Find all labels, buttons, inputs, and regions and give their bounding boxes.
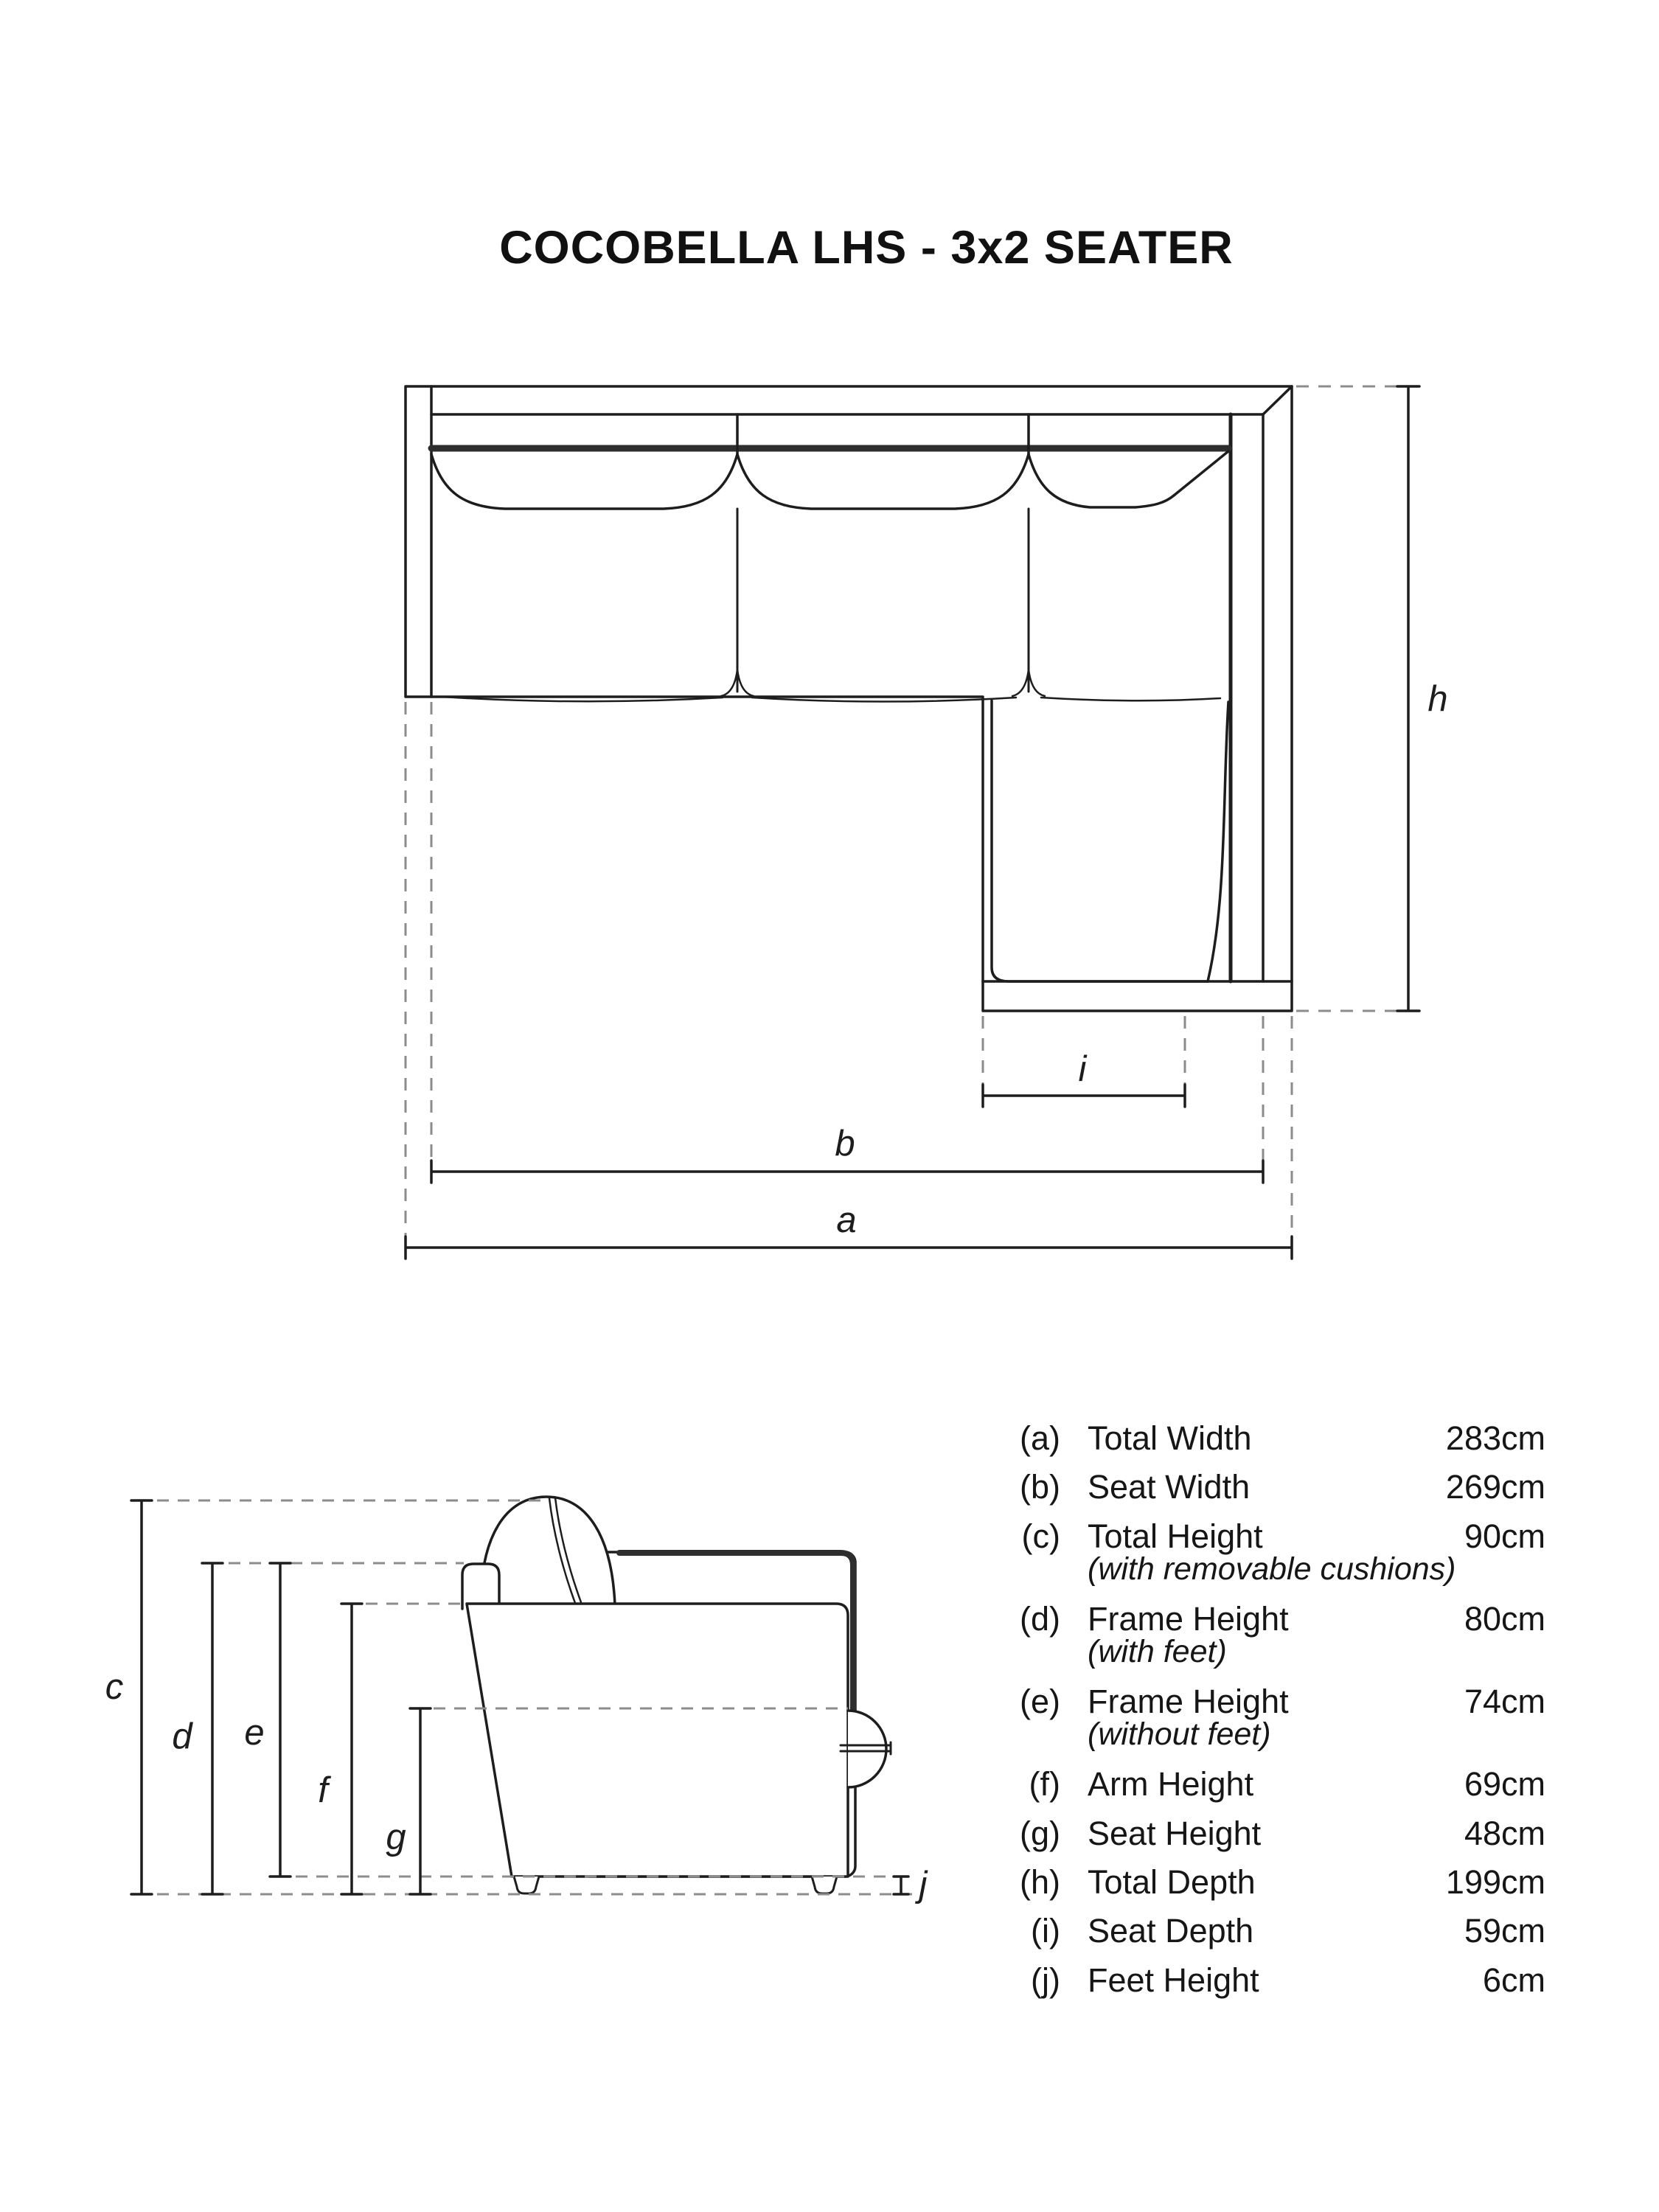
row-value: 283cm [1445, 1419, 1545, 1457]
row-key: (i) [1031, 1912, 1060, 1950]
dim-label-j: j [919, 1865, 928, 1905]
row-value: 199cm [1445, 1863, 1545, 1901]
table-row [1010, 1765, 1545, 1804]
row-label: Total Height [1088, 1517, 1263, 1555]
row-key: (d) [1020, 1600, 1060, 1638]
row-key: (b) [1020, 1468, 1060, 1506]
dim-label-a: a [836, 1200, 857, 1240]
side-foot-right [812, 1877, 837, 1893]
plan-dimension-lines [406, 386, 1419, 1259]
row-label: Arm Height [1088, 1765, 1254, 1803]
row-note: (with feet) [1088, 1634, 1227, 1669]
row-key: (e) [1020, 1683, 1060, 1720]
dim-label-i: i [1078, 1049, 1087, 1089]
row-label: Feet Height [1088, 1961, 1259, 1999]
dim-label-c: c [105, 1667, 124, 1707]
table-row [1010, 1863, 1545, 1902]
row-key: (a) [1020, 1419, 1060, 1457]
dim-line-f [341, 1604, 362, 1894]
page-title: COCOBELLA LHS - 3x2 SEATER [499, 222, 1234, 274]
row-key: (f) [1029, 1765, 1060, 1803]
table-row [1010, 1961, 1545, 2000]
row-label: Seat Width [1088, 1468, 1251, 1506]
table-row [1010, 1517, 1545, 1556]
row-label: Frame Height [1088, 1683, 1289, 1720]
row-label: Total Depth [1088, 1863, 1256, 1901]
row-value: 90cm [1464, 1517, 1545, 1555]
dim-line-e [270, 1563, 291, 1877]
side-arm-panel [462, 1564, 499, 1609]
row-key: (g) [1020, 1815, 1060, 1852]
row-label: Total Width [1088, 1419, 1252, 1457]
dim-tick-j [894, 1877, 908, 1894]
row-value: 74cm [1464, 1683, 1545, 1720]
dim-label-e: e [244, 1713, 265, 1753]
dim-label-d: d [172, 1717, 192, 1756]
dim-label-b: b [835, 1124, 855, 1164]
row-value: 48cm [1464, 1815, 1545, 1852]
row-value: 69cm [1464, 1765, 1545, 1803]
row-value: 269cm [1445, 1468, 1545, 1506]
side-foot-left [514, 1877, 539, 1893]
dim-line-d [202, 1563, 223, 1894]
row-value: 80cm [1464, 1600, 1545, 1638]
dim-label-g: g [386, 1818, 406, 1857]
side-bolster [848, 1711, 886, 1787]
side-back-cushion [481, 1497, 615, 1605]
plan-view-drawing [369, 354, 1475, 1305]
row-key: (j) [1031, 1961, 1060, 1999]
row-value: 6cm [1482, 1961, 1545, 1999]
side-body [467, 1604, 848, 1877]
row-note: (with removable cushions) [1088, 1551, 1456, 1587]
row-note: (without feet) [1088, 1717, 1271, 1752]
dim-label-h: h [1427, 679, 1448, 719]
dim-line-h [1397, 386, 1419, 1011]
table-row [1010, 1683, 1545, 1721]
table-row [1010, 1468, 1545, 1506]
row-label: Seat Depth [1088, 1912, 1254, 1950]
plan-sofa-outline [406, 386, 1292, 1011]
row-label: Seat Height [1088, 1815, 1262, 1852]
table-row [1010, 1419, 1545, 1458]
side-sofa [462, 1497, 891, 1893]
row-label: Frame Height [1088, 1600, 1289, 1638]
side-view-drawing [74, 1460, 995, 1976]
dim-line-g [410, 1708, 431, 1894]
plan-guide-dashes [406, 386, 1422, 1242]
dim-label-f: f [318, 1770, 328, 1810]
table-row [1010, 1912, 1545, 1950]
row-value: 59cm [1464, 1912, 1545, 1950]
row-key: (c) [1021, 1517, 1060, 1555]
dim-line-c [131, 1500, 152, 1894]
table-row [1010, 1815, 1545, 1853]
row-key: (h) [1020, 1863, 1060, 1901]
table-row [1010, 1600, 1545, 1638]
